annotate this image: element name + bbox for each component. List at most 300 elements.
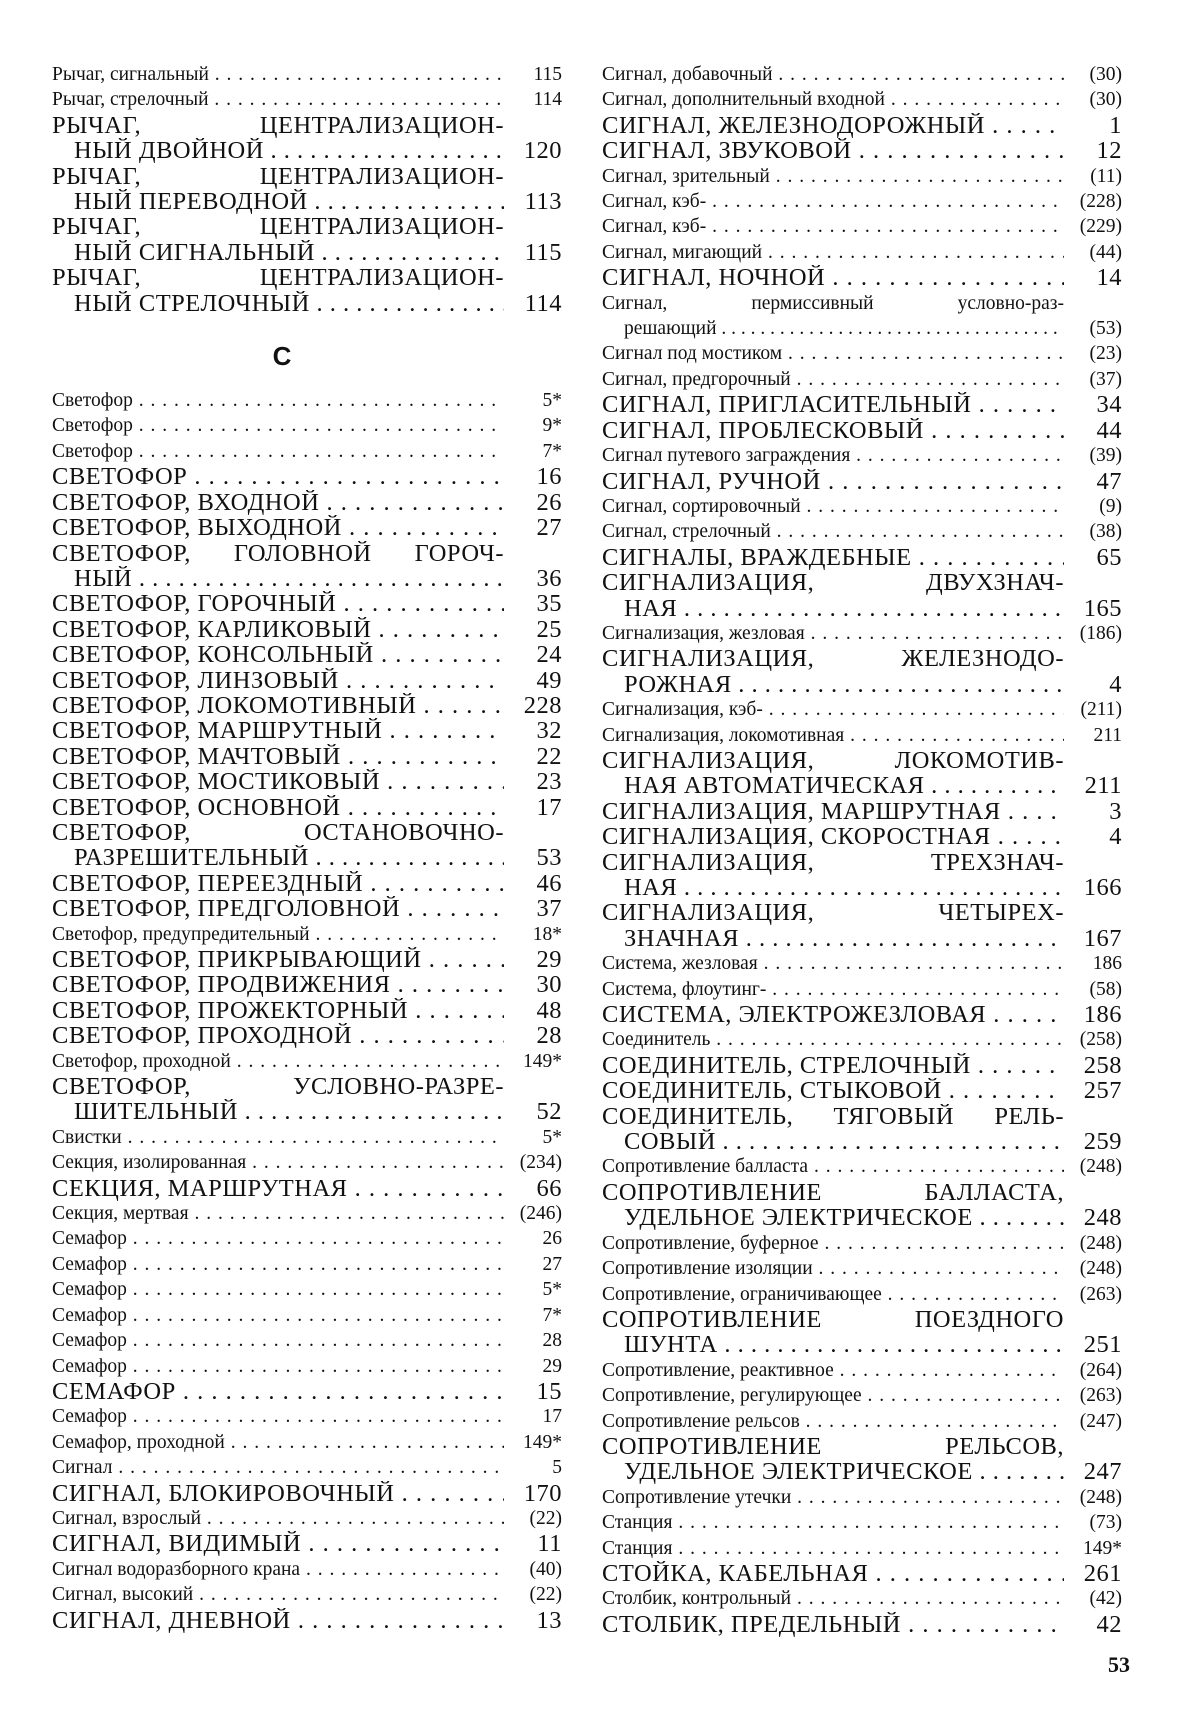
entry-term-continuation: ШУНТА . . . . . . . . . . . . . . . . . . . . . . . . . . [602,1332,1064,1357]
entry-term [52,922,504,947]
entry-page: 52 [504,1099,562,1124]
left-top-entries [52,62,562,316]
index-entry [52,947,562,972]
entry-page: 48 [504,998,562,1023]
entry-term [52,1125,504,1150]
entry-page: 5* [504,1277,562,1302]
entry-page: 37 [504,896,562,921]
entry-term-text: Светофор, предупредительный [52,924,310,945]
entry-term-text: Сигнализация, локомотивная [602,725,844,746]
entry-page: 66 [504,1176,562,1201]
entry-term [52,820,504,871]
entry-page: 251 [1064,1332,1122,1357]
entry-page: 114 [504,291,562,316]
entry-term [602,1282,1064,1307]
entry-term-text: Сигнал [52,1457,112,1478]
entry-term-line: РЫЧАГ, ЦЕНТРАЛИЗАЦИОН- [52,164,504,189]
entry-page: 11 [504,1531,562,1556]
entry-page: 4 [1064,824,1122,849]
entry-term [602,1256,1064,1281]
entry-term-line: СИГНАЛИЗАЦИЯ, ДВУХЗНАЧ- [602,570,1064,595]
entry-term-text: СИГНАЛ, РУЧНОЙ [602,469,821,494]
entry-page: 24 [504,642,562,667]
index-entry [52,795,562,820]
entry-term [52,1354,504,1379]
entry-term-text: Семафор [52,1228,127,1249]
index-entry [52,896,562,921]
index-entry [52,998,562,1023]
index-entry [602,418,1122,443]
entry-term-continuation: ШИТЕЛЬНЫЙ . . . . . . . . . . . . . . . . . . . . [52,1099,504,1124]
index-entry [602,1256,1122,1281]
entry-page: 259 [1064,1129,1122,1154]
index-entry [52,1379,562,1404]
entry-term [52,113,504,164]
index-entry [52,87,562,112]
entry-page: 248 [1064,1205,1122,1230]
entry-term-text: Семафор [52,1254,127,1275]
entry-page: 15 [504,1379,562,1404]
entry-page: 13 [504,1608,562,1633]
entry-term-text: Сигнал, стрелочный [602,521,771,542]
index-entry [52,871,562,896]
index-entry [52,922,562,947]
entry-page: 3 [1064,799,1122,824]
entry-term-text: СВЕТОФОР, ПРОЖЕКТОРНЫЙ [52,998,408,1023]
entry-page: (264) [1064,1358,1122,1383]
entry-term [52,769,504,794]
entry-page: 211 [1064,723,1122,748]
entry-page: (53) [1064,316,1122,341]
index-entry [52,693,562,718]
entry-page: 36 [504,566,562,591]
entry-term [602,1409,1064,1434]
entry-page: 120 [504,138,562,163]
entry-term-text: СВЕТОФОР, КОНСОЛЬНЫЙ [52,642,374,667]
entry-term [602,1231,1064,1256]
index-entry [602,1536,1122,1561]
index-entry [602,469,1122,494]
entry-term-text: СВЕТОФОР, ПЕРЕЕЗДНЫЙ [52,871,363,896]
entry-term-continuation: СОВЫЙ . . . . . . . . . . . . . . . . . . . . . . . . . . [602,1129,1064,1154]
entry-term-continuation: НЫЙ СИГНАЛЬНЫЙ . . . . . . . . . . . . . . [52,240,504,265]
entry-term [52,718,504,743]
entry-page: 5* [504,388,562,413]
entry-term-text: СТОЙКА, КАБЕЛЬНАЯ [602,1561,868,1586]
entry-term-text: СВЕТОФОР, ЛОКОМОТИВНЫЙ [52,693,416,718]
entry-term [602,113,1064,138]
entry-page: 44 [1064,418,1122,443]
entry-term-text: СЕМАФОР [52,1379,176,1404]
index-entry [602,1027,1122,1052]
entry-term [602,621,1064,646]
entry-page: 34 [1064,392,1122,417]
entry-page: (40) [504,1557,562,1582]
entry-page: 167 [1064,926,1122,951]
index-entry [52,214,562,265]
entry-term-text: Сигнал, зрительный [602,166,770,187]
entry-page: 5* [504,1125,562,1150]
entry-page: 247 [1064,1459,1122,1484]
index-entry [52,617,562,642]
index-entry [52,439,562,464]
entry-page: 28 [504,1023,562,1048]
entry-term [52,464,504,489]
index-entry [602,1282,1122,1307]
entry-term [52,998,504,1023]
entry-term [602,900,1064,951]
entry-term [602,748,1064,799]
entry-term [602,697,1064,722]
entry-term-text: Сопротивление изоляции [602,1258,813,1279]
entry-term-text: Семафор [52,1279,127,1300]
entry-page: 5 [504,1455,562,1480]
entry-term-text: Сопротивление, регулирующее [602,1385,862,1406]
entry-term-continuation: РОЖНАЯ . . . . . . . . . . . . . . . . . . . . . . . . . [602,672,1064,697]
entry-page: (58) [1064,977,1122,1002]
entry-term-text: Система, флоутинг- [602,979,766,1000]
entry-term-text: СОЕДИНИТЕЛЬ, СТЫКОВОЙ [602,1078,942,1103]
entry-page: 170 [504,1481,562,1506]
index-entry [52,642,562,667]
index-entry [602,138,1122,163]
index-entry [602,951,1122,976]
index-entry [52,515,562,540]
entry-term-text: СВЕТОФОР, ГОРОЧНЫЙ [52,591,336,616]
entry-term-text: Столбик, контрольный [602,1588,791,1609]
index-entry [52,265,562,316]
entry-term [602,189,1064,214]
right-column [602,62,1122,1637]
entry-term-text: Семафор [52,1330,127,1351]
entry-term-text: Светофор, проходной [52,1051,231,1072]
entry-term [602,1586,1064,1611]
index-entry [602,723,1122,748]
entry-term [52,1531,504,1556]
entry-page: 228 [504,693,562,718]
entry-term-text: Сигнал, дополнительный входной [602,89,885,110]
index-entry [52,164,562,215]
entry-term-text: Сигнал, сортировочный [602,496,801,517]
entry-term [602,240,1064,265]
index-entry [602,850,1122,901]
entry-term [52,541,504,592]
entry-page: 42 [1064,1612,1122,1637]
entry-page: 28 [504,1328,562,1353]
index-entry [602,392,1122,417]
entry-term-text: СИГНАЛ, ПРОБЛЕСКОВЫЙ [602,418,924,443]
index-entry [602,265,1122,290]
entry-page: (234) [504,1150,562,1175]
entry-term [52,1252,504,1277]
index-entry [602,1510,1122,1535]
entry-term-text: СВЕТОФОР [52,464,187,489]
entry-term-line: Сигнал, пермиссивный условно-раз- [602,291,1064,316]
entry-term-text: СОЕДИНИТЕЛЬ, СТРЕЛОЧНЫЙ [602,1053,971,1078]
entry-page: (246) [504,1201,562,1226]
entry-term-line: СИГНАЛИЗАЦИЯ, ЧЕТЫРЕХ- [602,900,1064,925]
entry-term-text: Семафор, проходной [52,1432,225,1453]
entry-page: 149* [504,1430,562,1455]
index-entry [52,1582,562,1607]
entry-term [52,87,504,112]
entry-term-text: СИГНАЛИЗАЦИЯ, СКОРОСТНАЯ [602,824,991,849]
entry-term-text: СИГНАЛ, ЗВУКОВОЙ [602,138,852,163]
index-entry [52,1354,562,1379]
entry-term [602,1053,1064,1078]
entry-term-text: Сигнал, мигающий [602,242,762,263]
entry-term [602,1358,1064,1383]
entry-term-text: Станция [602,1538,672,1559]
index-entry [602,291,1122,342]
entry-page: 113 [504,189,562,214]
entry-term-text: СВЕТОФОР, ОСНОВНОЙ [52,795,341,820]
entry-term-continuation: НЫЙ . . . . . . . . . . . . . . . . . . . . . . . . . . . . [52,566,504,591]
entry-page: 149* [504,1049,562,1074]
index-entry [602,214,1122,239]
entry-term-text: Семафор [52,1406,127,1427]
entry-term-text: СИГНАЛ, ПРИГЛАСИТЕЛЬНЫЙ [602,392,971,417]
entry-term-line: СОПРОТИВЛЕНИЕ РЕЛЬСОВ, [602,1434,1064,1459]
entry-term-text: СВЕТОФОР, ЛИНЗОВЫЙ [52,668,339,693]
entry-term [52,388,504,413]
entry-term [602,1536,1064,1561]
entry-term-text: СВЕТОФОР, МОСТИКОВЫЙ [52,769,380,794]
entry-term [602,87,1064,112]
entry-term [52,947,504,972]
index-entry [602,519,1122,544]
entry-term-continuation: ЗНАЧНАЯ . . . . . . . . . . . . . . . . . . . . . . . . [602,926,1064,951]
entry-term-line: СВЕТОФОР, ОСТАНОВОЧНО- [52,820,504,845]
entry-term [52,1404,504,1429]
entry-term [52,1049,504,1074]
entry-term [602,799,1064,824]
entry-term-text: Сигнал путевого заграждения [602,445,850,466]
index-entry [52,668,562,693]
entry-term-line: СОПРОТИВЛЕНИЕ БАЛЛАСТА, [602,1180,1064,1205]
entry-page: 49 [504,668,562,693]
index-entry [52,1277,562,1302]
entry-term-text: Соединитель [602,1029,710,1050]
entry-page: (11) [1064,164,1122,189]
index-entry [52,1531,562,1556]
entry-term-text: СТОЛБИК, ПРЕДЕЛЬНЫЙ [602,1612,901,1637]
entry-page: 1 [1064,113,1122,138]
index-entry [52,490,562,515]
entry-page: 186 [1064,951,1122,976]
entry-term-text: Сигнализация, кэб- [602,699,763,720]
entry-term-text: СВЕТОФОР, ВЫХОДНОЙ [52,515,342,540]
entry-term-text: Рычаг, стрелочный [52,89,209,110]
entry-page: (9) [1064,494,1122,519]
entry-term [52,1481,504,1506]
entry-term-text: Сигнал, кэб- [602,216,706,237]
index-entry [52,1125,562,1150]
entry-term-line: СИГНАЛИЗАЦИЯ, ЖЕЛЕЗНОДО- [602,646,1064,671]
entry-page: 166 [1064,875,1122,900]
entry-page: (44) [1064,240,1122,265]
entry-term-line: СВЕТОФОР, УСЛОВНО-РАЗРЕ- [52,1074,504,1099]
left-bottom-entries [52,388,562,1633]
entry-term [52,265,504,316]
entry-term-line: СОПРОТИВЛЕНИЕ ПОЕЗДНОГО [602,1307,1064,1332]
entry-term [602,291,1064,342]
entry-page: 115 [504,240,562,265]
index-entry [52,388,562,413]
entry-page: 16 [504,464,562,489]
index-entry [602,367,1122,392]
entry-term [602,1561,1064,1586]
entry-term [52,1379,504,1404]
entry-page: (211) [1064,697,1122,722]
entry-page: 7* [504,439,562,464]
entry-term-text: Сигнал, кэб- [602,191,706,212]
index-entry [602,1409,1122,1434]
index-entry [602,494,1122,519]
entry-term [602,1078,1064,1103]
index-entry [52,1252,562,1277]
entry-term-text: Семафор [52,1305,127,1326]
entry-page: 4 [1064,672,1122,697]
entry-term [52,1506,504,1531]
entry-page: 14 [1064,265,1122,290]
entry-page: (263) [1064,1282,1122,1307]
entry-term [52,1226,504,1251]
index-entry [52,1201,562,1226]
entry-term [52,693,504,718]
entry-term-text: Светофор [52,415,133,436]
index-entry [52,1455,562,1480]
entry-page: (248) [1064,1154,1122,1179]
index-entry [52,1303,562,1328]
index-entry [602,799,1122,824]
entry-term-text: Сигнал, предгорочный [602,369,791,390]
entry-term [52,1608,504,1633]
entry-term [602,164,1064,189]
index-entry [52,1049,562,1074]
entry-page: 17 [504,1404,562,1429]
entry-term [602,951,1064,976]
entry-term [602,443,1064,468]
entry-term [52,1582,504,1607]
entry-term-text: СИГНАЛИЗАЦИЯ, МАРШРУТНАЯ [602,799,1001,824]
entry-term-text: Сопротивление, буферное [602,1233,819,1254]
entry-term [52,1430,504,1455]
index-entry [52,413,562,438]
entry-term-text: СВЕТОФОР, ПРЕДГОЛОВНОЙ [52,896,400,921]
entry-term-text: СВЕТОФОР, КАРЛИКОВЫЙ [52,617,371,642]
entry-term-text: Свистки [52,1127,122,1148]
index-entry [602,748,1122,799]
entry-term [602,646,1064,697]
entry-term-text: СИГНАЛ, НОЧНОЙ [602,265,825,290]
entry-page: 27 [504,515,562,540]
index-entry [602,1561,1122,1586]
entry-term-line: РЫЧАГ, ЦЕНТРАЛИЗАЦИОН- [52,214,504,239]
entry-page: 258 [1064,1053,1122,1078]
entry-term-text: Семафор [52,1356,127,1377]
entry-term-text: СВЕТОФОР, ПРОХОДНОЙ [52,1023,352,1048]
entry-page: (247) [1064,1409,1122,1434]
index-entry [52,744,562,769]
index-entry [602,1358,1122,1383]
index-entry [602,1612,1122,1637]
entry-term [52,744,504,769]
entry-term-text: СВЕТОФОР, МАРШРУТНЫЙ [52,718,382,743]
entry-page: (22) [504,1506,562,1531]
entry-term [52,1201,504,1226]
index-entry [52,1023,562,1048]
entry-term-text: Сопротивление балласта [602,1156,808,1177]
entry-term [52,1557,504,1582]
entry-page: 26 [504,1226,562,1251]
entry-term [602,1180,1064,1231]
index-entry [52,1506,562,1531]
entry-term [52,62,504,87]
entry-term [52,1023,504,1048]
entry-page: 261 [1064,1561,1122,1586]
index-entry [602,1154,1122,1179]
entry-page: (258) [1064,1027,1122,1052]
section-heading: С [52,330,512,382]
entry-page: 29 [504,1354,562,1379]
entry-term [602,850,1064,901]
index-entry [602,240,1122,265]
entry-term-text: Сопротивление, ограничивающее [602,1284,882,1305]
entry-page: 12 [1064,138,1122,163]
index-entry [602,341,1122,366]
entry-term [602,519,1064,544]
entry-term [52,1328,504,1353]
entry-term [52,871,504,896]
index-entry [52,62,562,87]
index-entry [602,1434,1122,1485]
index-entry [602,900,1122,951]
entry-page: 29 [504,947,562,972]
entry-term [602,1154,1064,1179]
entry-term-text: Рычаг, сигнальный [52,64,209,85]
entry-term-continuation: решающий . . . . . . . . . . . . . . . . . . . . . . . . . . . . . . . . . . . . . . [602,316,1064,341]
index-entry [602,646,1122,697]
entry-term-continuation: НЫЙ ПЕРЕВОДНОЙ . . . . . . . . . . . . . . [52,189,504,214]
entry-page: 25 [504,617,562,642]
index-entry [602,977,1122,1002]
index-entry [602,824,1122,849]
entry-term [52,1303,504,1328]
entry-term-continuation: РАЗРЕШИТЕЛЬНЫЙ . . . . . . . . . . . . . . [52,845,504,870]
entry-term [602,977,1064,1002]
entry-term [52,1150,504,1175]
index-entry [602,189,1122,214]
index-entry [602,1485,1122,1510]
entry-page: (30) [1064,62,1122,87]
index-entry [52,1074,562,1125]
entry-term [602,265,1064,290]
entry-term-text: СИГНАЛЫ, ВРАЖДЕБНЫЕ [602,545,912,570]
entry-term-line: РЫЧАГ, ЦЕНТРАЛИЗАЦИОН- [52,265,504,290]
entry-term [52,972,504,997]
entry-term [52,413,504,438]
entry-term [52,515,504,540]
index-entry [52,769,562,794]
index-entry [52,1481,562,1506]
entry-term-line: РЫЧАГ, ЦЕНТРАЛИЗАЦИОН- [52,113,504,138]
index-entry [602,1180,1122,1231]
entry-term-text: СИГНАЛ, БЛОКИРОВОЧНЫЙ [52,1481,394,1506]
index-entry [602,1586,1122,1611]
entry-page: (23) [1064,341,1122,366]
entry-term-text: Сопротивление, реактивное [602,1360,834,1381]
